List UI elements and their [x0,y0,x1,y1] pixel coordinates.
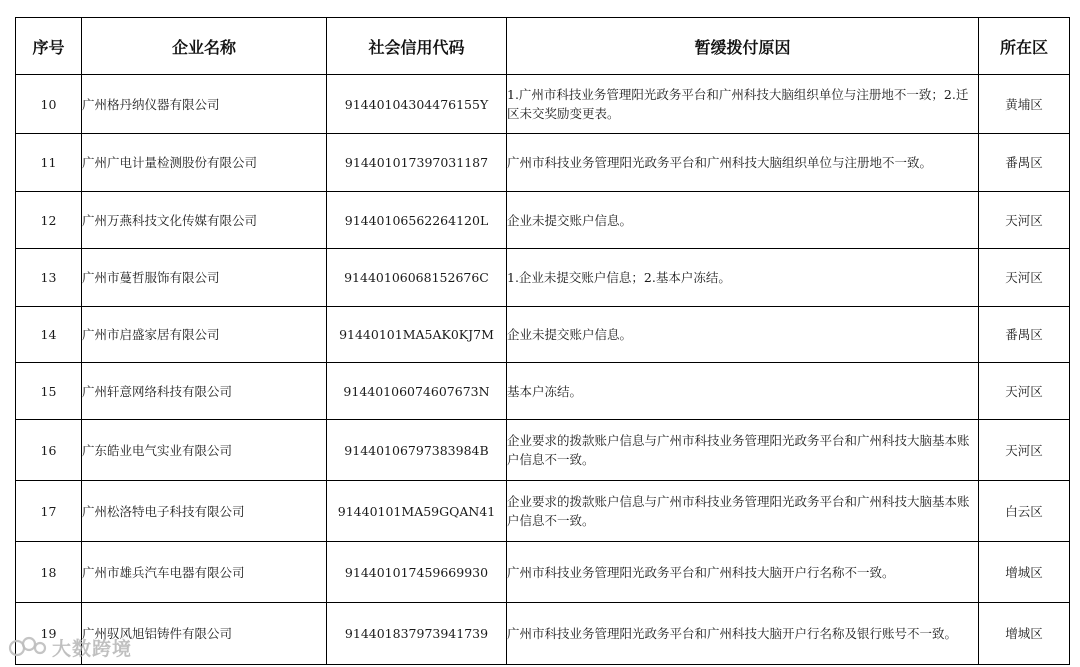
table-row [16,192,1070,249]
district: 增城区 [979,542,1070,603]
credit-code: 91440101MA5AK0KJ7M [327,307,507,363]
header-company-name: 企业名称 [82,18,327,75]
row-no: 19 [16,603,82,665]
row-no: 18 [16,542,82,603]
district: 番禺区 [979,134,1070,192]
credit-code: 914401017459669930 [327,542,507,603]
header-credit-code: 社会信用代码 [327,18,507,75]
district: 增城区 [979,603,1070,665]
row-no: 12 [16,192,82,249]
suspension-reason: 广州市科技业务管理阳光政务平台和广州科技大脑组织单位与注册地不一致。 [507,134,979,192]
table-row [16,603,1070,665]
district: 番禺区 [979,307,1070,363]
row-no: 16 [16,420,82,481]
row-no: 10 [16,75,82,134]
credit-code: 91440106797383984B [327,420,507,481]
table-row [16,307,1070,363]
credit-code: 914401837973941739 [327,603,507,665]
company-name: 广州驭风旭铝铸件有限公司 [82,603,327,665]
company-name: 广州轩意网络科技有限公司 [82,363,327,420]
credit-code: 91440101MA59GQAN41 [327,481,507,542]
suspension-reason: 企业未提交账户信息。 [507,307,979,363]
credit-code: 91440104304476155Y [327,75,507,134]
credit-code: 91440106074607673N [327,363,507,420]
brand-logo-icon [8,635,48,659]
suspension-reason: 企业要求的拨款账户信息与广州市科技业务管理阳光政务平台和广州科技大脑基本账户信息不一致。 [507,420,979,481]
suspension-reason: 广州市科技业务管理阳光政务平台和广州科技大脑开户行名称不一致。 [507,542,979,603]
header-no: 序号 [16,18,82,75]
credit-code: 91440106068152676C [327,249,507,307]
suspension-reason: 广州市科技业务管理阳光政务平台和广州科技大脑开户行名称及银行账号不一致。 [507,603,979,665]
table-row [16,134,1070,192]
suspension-reason: 企业要求的拨款账户信息与广州市科技业务管理阳光政务平台和广州科技大脑基本账户信息不一致。 [507,481,979,542]
company-name: 广州市启盛家居有限公司 [82,307,327,363]
row-no: 14 [16,307,82,363]
funding-suspension-table [15,17,1070,665]
row-no: 15 [16,363,82,420]
suspension-reason: 基本户冻结。 [507,363,979,420]
company-name: 广东皓业电气实业有限公司 [82,420,327,481]
credit-code: 914401017397031187 [327,134,507,192]
credit-code: 91440106562264120L [327,192,507,249]
company-name: 广州市雄兵汽车电器有限公司 [82,542,327,603]
district: 白云区 [979,481,1070,542]
watermark [8,634,132,660]
table-header-row [16,18,1070,75]
district: 天河区 [979,363,1070,420]
row-no: 11 [16,134,82,192]
watermark-text: 大数跨境 [52,637,133,660]
header-district: 所在区 [979,18,1070,75]
district: 黄埔区 [979,75,1070,134]
header-reason: 暂缓拨付原因 [507,18,979,75]
table-row [16,363,1070,420]
company-name: 广州松洛特电子科技有限公司 [82,481,327,542]
table-row [16,481,1070,542]
row-no: 13 [16,249,82,307]
table-row [16,249,1070,307]
district: 天河区 [979,249,1070,307]
suspension-reason: 1.企业未提交账户信息；2.基本户冻结。 [507,249,979,307]
table-row [16,75,1070,134]
row-no: 17 [16,481,82,542]
district: 天河区 [979,420,1070,481]
company-name: 广州市蔓哲服饰有限公司 [82,249,327,307]
table-row [16,542,1070,603]
table-row [16,420,1070,481]
suspension-reason: 企业未提交账户信息。 [507,192,979,249]
suspension-reason: 1.广州市科技业务管理阳光政务平台和广州科技大脑组织单位与注册地不一致；2.迁区未交奖励变更表。 [507,75,979,134]
company-name: 广州格丹纳仪器有限公司 [82,75,327,134]
company-name: 广州万燕科技文化传媒有限公司 [82,192,327,249]
company-name: 广州广电计量检测股份有限公司 [82,134,327,192]
district: 天河区 [979,192,1070,249]
